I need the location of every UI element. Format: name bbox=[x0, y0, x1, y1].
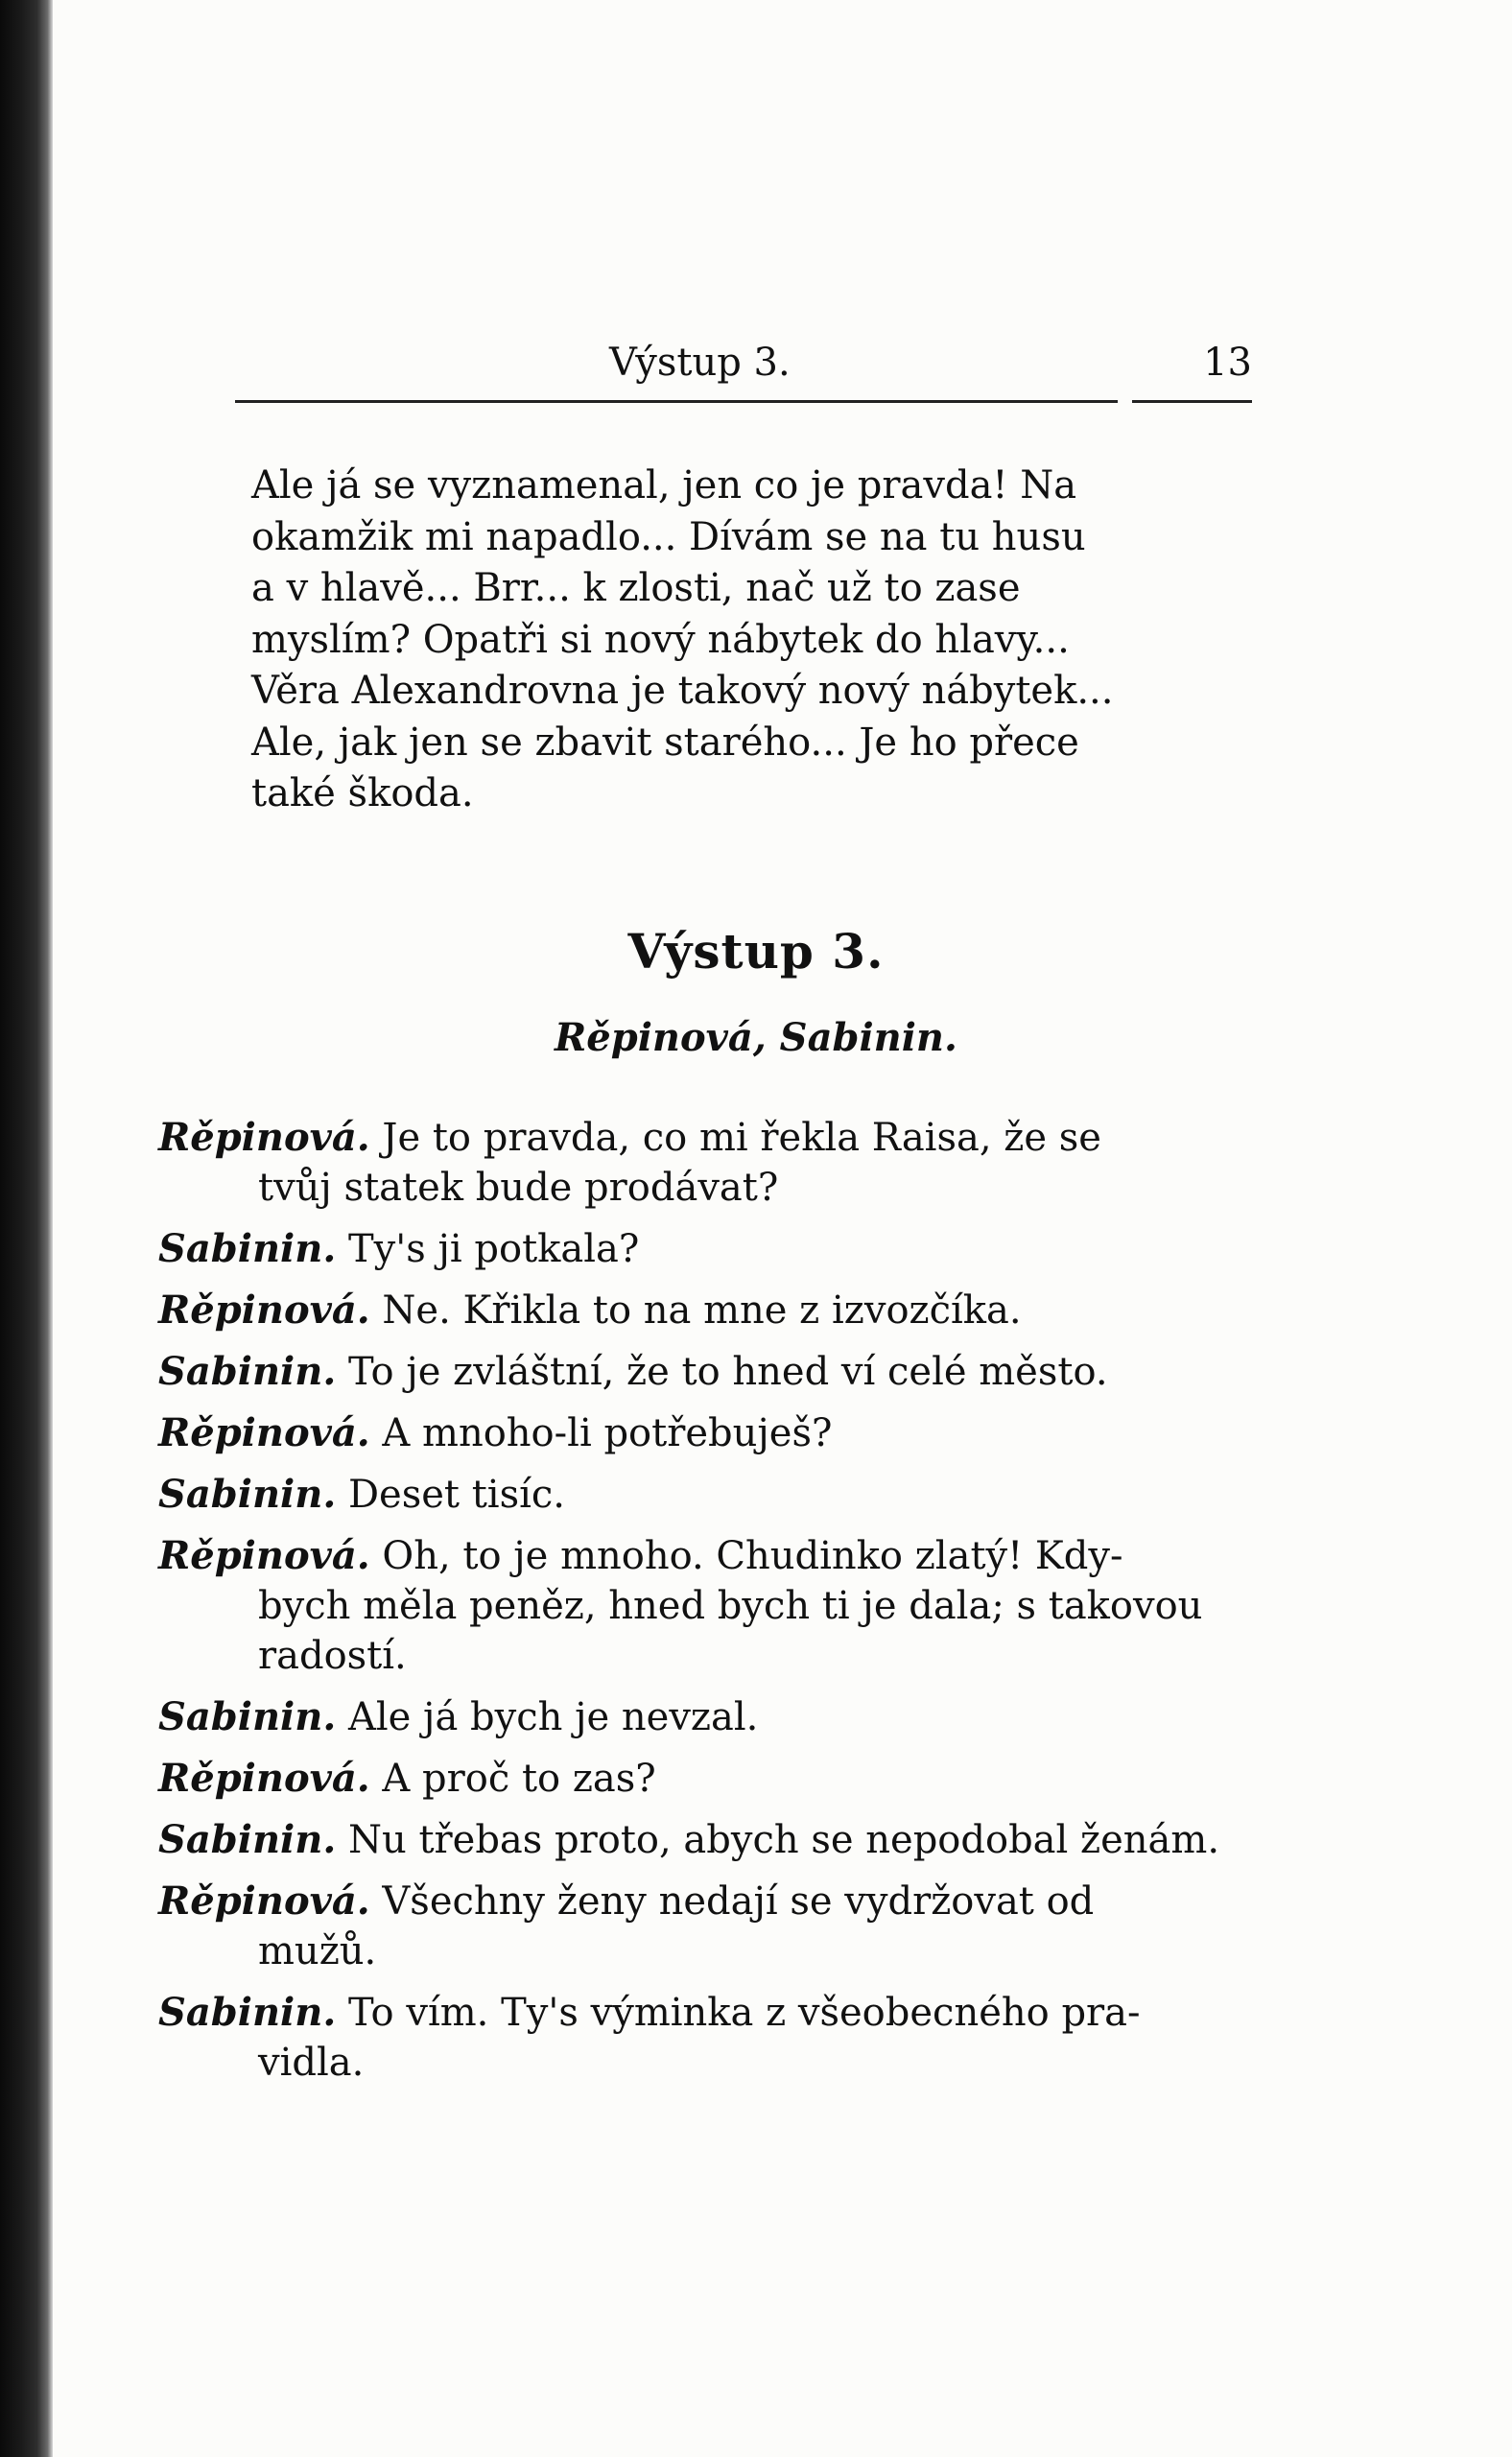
dialogue-continuation: vidla. bbox=[258, 2041, 365, 2085]
intro-line: Věra Alexandrovna je takový nový nábytek... bbox=[251, 669, 1114, 713]
intro-line: a v hlavě... Brr... k zlosti, nač už to zase bbox=[251, 566, 1021, 610]
dialogue-entry bbox=[158, 1347, 1257, 1397]
dialogue-text: A proč to zas? bbox=[369, 1757, 656, 1801]
dialogue bbox=[158, 1113, 1257, 2099]
dialogue-entry bbox=[158, 1754, 1257, 1804]
dialogue-continuation: radostí. bbox=[258, 1634, 407, 1678]
dialogue-continuation: bych měla peněz, hned bych ti je dala; s takovou bbox=[258, 1584, 1203, 1628]
running-header bbox=[235, 331, 1252, 398]
speaker-name: Rěpinová. bbox=[158, 1756, 370, 1801]
header-rule bbox=[1132, 400, 1252, 403]
dialogue-continuation: mužů. bbox=[258, 1929, 377, 1973]
dialogue-entry bbox=[158, 1408, 1257, 1458]
dialogue-entry bbox=[158, 1286, 1257, 1335]
dialogue-text: Ty's ji potkala? bbox=[336, 1227, 640, 1271]
speaker-name: Sabinin. bbox=[158, 1694, 337, 1739]
speaker-name: Rěpinová. bbox=[158, 1410, 370, 1455]
dialogue-text: Oh, to je mnoho. Chudinko zlatý! Kdy- bbox=[369, 1534, 1123, 1578]
scene-characters: Rěpinová, Sabinin. bbox=[555, 1015, 957, 1060]
intro-paragraph bbox=[251, 461, 1254, 820]
dialogue-entry bbox=[158, 1224, 1257, 1274]
speaker-name: Rěpinová. bbox=[158, 1878, 370, 1924]
dialogue-text: Je to pravda, co mi řekla Raisa, že se bbox=[369, 1116, 1101, 1160]
intro-line: Ale, jak jen se zbavit starého... Je ho přece bbox=[251, 720, 1079, 765]
speaker-name: Rěpinová. bbox=[158, 1288, 370, 1333]
dialogue-entry bbox=[158, 1988, 1257, 2088]
intro-line: také škoda. bbox=[251, 771, 474, 815]
dialogue-entry bbox=[158, 1877, 1257, 1976]
speaker-name: Rěpinová. bbox=[158, 1115, 370, 1160]
intro-line: myslím? Opatři si nový nábytek do hlavy... bbox=[251, 617, 1070, 662]
header-title: Výstup 3. bbox=[609, 341, 791, 385]
dialogue-text: Nu třebas proto, abych se nepodobal ženám. bbox=[336, 1818, 1220, 1862]
dialogue-text: Deset tisíc. bbox=[336, 1473, 566, 1517]
page-number: 13 bbox=[1203, 341, 1252, 385]
scene-title: Výstup 3. bbox=[627, 923, 885, 980]
dialogue-continuation: tvůj statek bude prodávat? bbox=[258, 1166, 779, 1210]
dialogue-text: To je zvláštní, že to hned ví celé město. bbox=[336, 1350, 1108, 1394]
speaker-name: Sabinin. bbox=[158, 1226, 337, 1271]
intro-line: Ale já se vyznamenal, jen co je pravda! Na bbox=[251, 463, 1077, 508]
speaker-name: Sabinin. bbox=[158, 1472, 337, 1517]
dialogue-entry bbox=[158, 1531, 1257, 1681]
speaker-name: Sabinin. bbox=[158, 1990, 337, 2035]
dialogue-text: Ne. Křikla to na mne z izvozčíka. bbox=[369, 1288, 1022, 1333]
dialogue-text: To vím. Ty's výminka z všeobecného pra- bbox=[336, 1991, 1141, 2035]
dialogue-entry bbox=[158, 1113, 1257, 1213]
header-rule bbox=[235, 400, 1118, 403]
dialogue-entry bbox=[158, 1692, 1257, 1742]
page-binding-edge bbox=[0, 0, 53, 2457]
speaker-name: Rěpinová. bbox=[158, 1533, 370, 1578]
dialogue-entry bbox=[158, 1470, 1257, 1520]
speaker-name: Sabinin. bbox=[158, 1817, 337, 1862]
intro-line: okamžik mi napadlo... Dívám se na tu husu bbox=[251, 514, 1086, 559]
dialogue-text: Všechny ženy nedají se vydržovat od bbox=[369, 1879, 1095, 1924]
speaker-name: Sabinin. bbox=[158, 1349, 337, 1394]
dialogue-text: A mnoho-li potřebuješ? bbox=[369, 1411, 833, 1455]
dialogue-text: Ale já bych je nevzal. bbox=[336, 1695, 759, 1739]
dialogue-entry bbox=[158, 1815, 1257, 1865]
